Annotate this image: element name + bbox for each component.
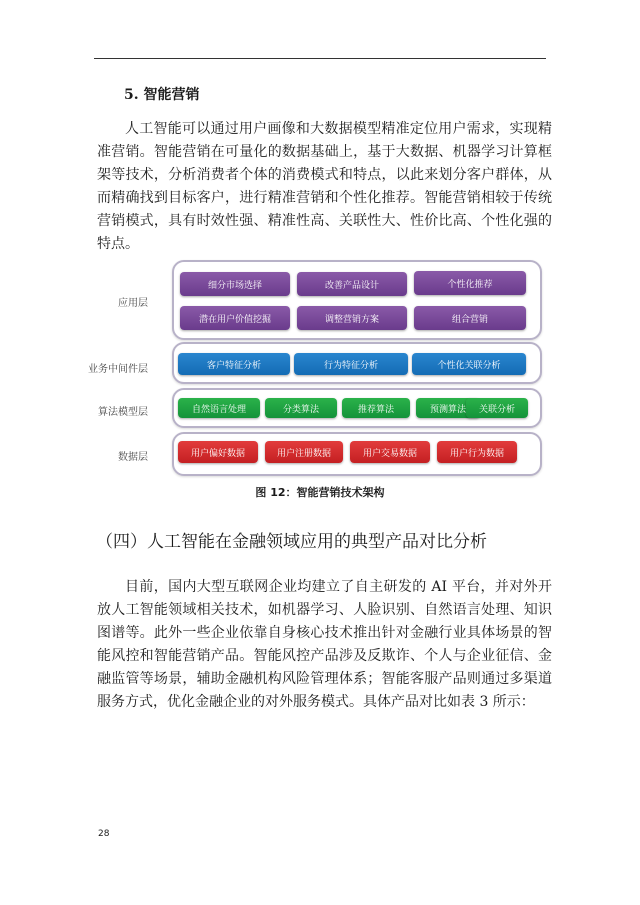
data-box-2: 用户注册数据 <box>265 441 343 463</box>
app-box-3: 个性化推荐 <box>414 271 526 295</box>
middleware-box-1: 客户特征分析 <box>178 353 290 375</box>
layer-label-data: 数据层 <box>118 452 148 463</box>
algorithm-box-1: 自然语言处理 <box>178 398 260 418</box>
data-box-4: 用户行为数据 <box>437 441 517 463</box>
page-number: 28 <box>98 829 110 839</box>
figure-caption: 图 12：智能营销技术架构 <box>255 486 385 499</box>
algorithm-box-3: 推荐算法 <box>342 398 410 418</box>
app-box-4: 潜在用户价值挖掘 <box>180 306 290 330</box>
app-box-6: 组合营销 <box>414 306 526 330</box>
architecture-diagram <box>88 256 544 478</box>
middleware-box-3: 个性化关联分析 <box>412 353 526 375</box>
header-rule <box>94 58 546 59</box>
layer-label-middleware: 业务中间件层 <box>88 364 148 375</box>
subsection-paragraph: 目前，国内大型互联网企业均建立了自主研发的 AI 平台，并对外开放人工智能领域相关技术，如机器学习、人脸识别、自然语言处理、知识图谱等。此外一些企业依靠自身核心技术推出针对金融行业具体场景的智能风控和智能营销产品。智能风控产品涉及反欺诈、个人与企业征信、金融监管等场景，辅助金融机构风险管理体系；智能客服产品则通过多渠道服务方式，优化金融企业的对外服务模式。具体产品对比如表 3 所示： <box>97 579 552 710</box>
app-box-1: 细分市场选择 <box>180 272 290 296</box>
subsection-heading: （四）人工智能在金融领域应用的典型产品对比分析 <box>96 532 487 552</box>
algorithm-box-5: 关联分析 <box>466 398 528 418</box>
layer-label-algorithm: 算法模型层 <box>98 407 148 418</box>
section-paragraph: 人工智能可以通过用户画像和大数据模型精准定位用户需求，实现精准营销。智能营销在可量化的数据基础上，基于大数据、机器学习计算框架等技术，分析消费者个体的消费模式和特点，以此来划分客户群体，从而精确找到目标客户，进行精准营销和个性化推荐。智能营销相较于传统营销模式，具有时效性强、精准性高、关联性大、性价比高、个性化强的特点。 <box>97 121 552 252</box>
section-heading: 5. 智能营销 <box>124 87 200 103</box>
algorithm-box-2: 分类算法 <box>265 398 337 418</box>
data-box-1: 用户偏好数据 <box>178 441 258 463</box>
app-box-2: 改善产品设计 <box>297 272 407 296</box>
layer-label-app: 应用层 <box>118 298 148 309</box>
data-box-3: 用户交易数据 <box>350 441 430 463</box>
app-box-5: 调整营销方案 <box>297 306 407 330</box>
middleware-box-2: 行为特征分析 <box>294 353 408 375</box>
algorithm-box-4: 预测算法 <box>416 398 480 418</box>
